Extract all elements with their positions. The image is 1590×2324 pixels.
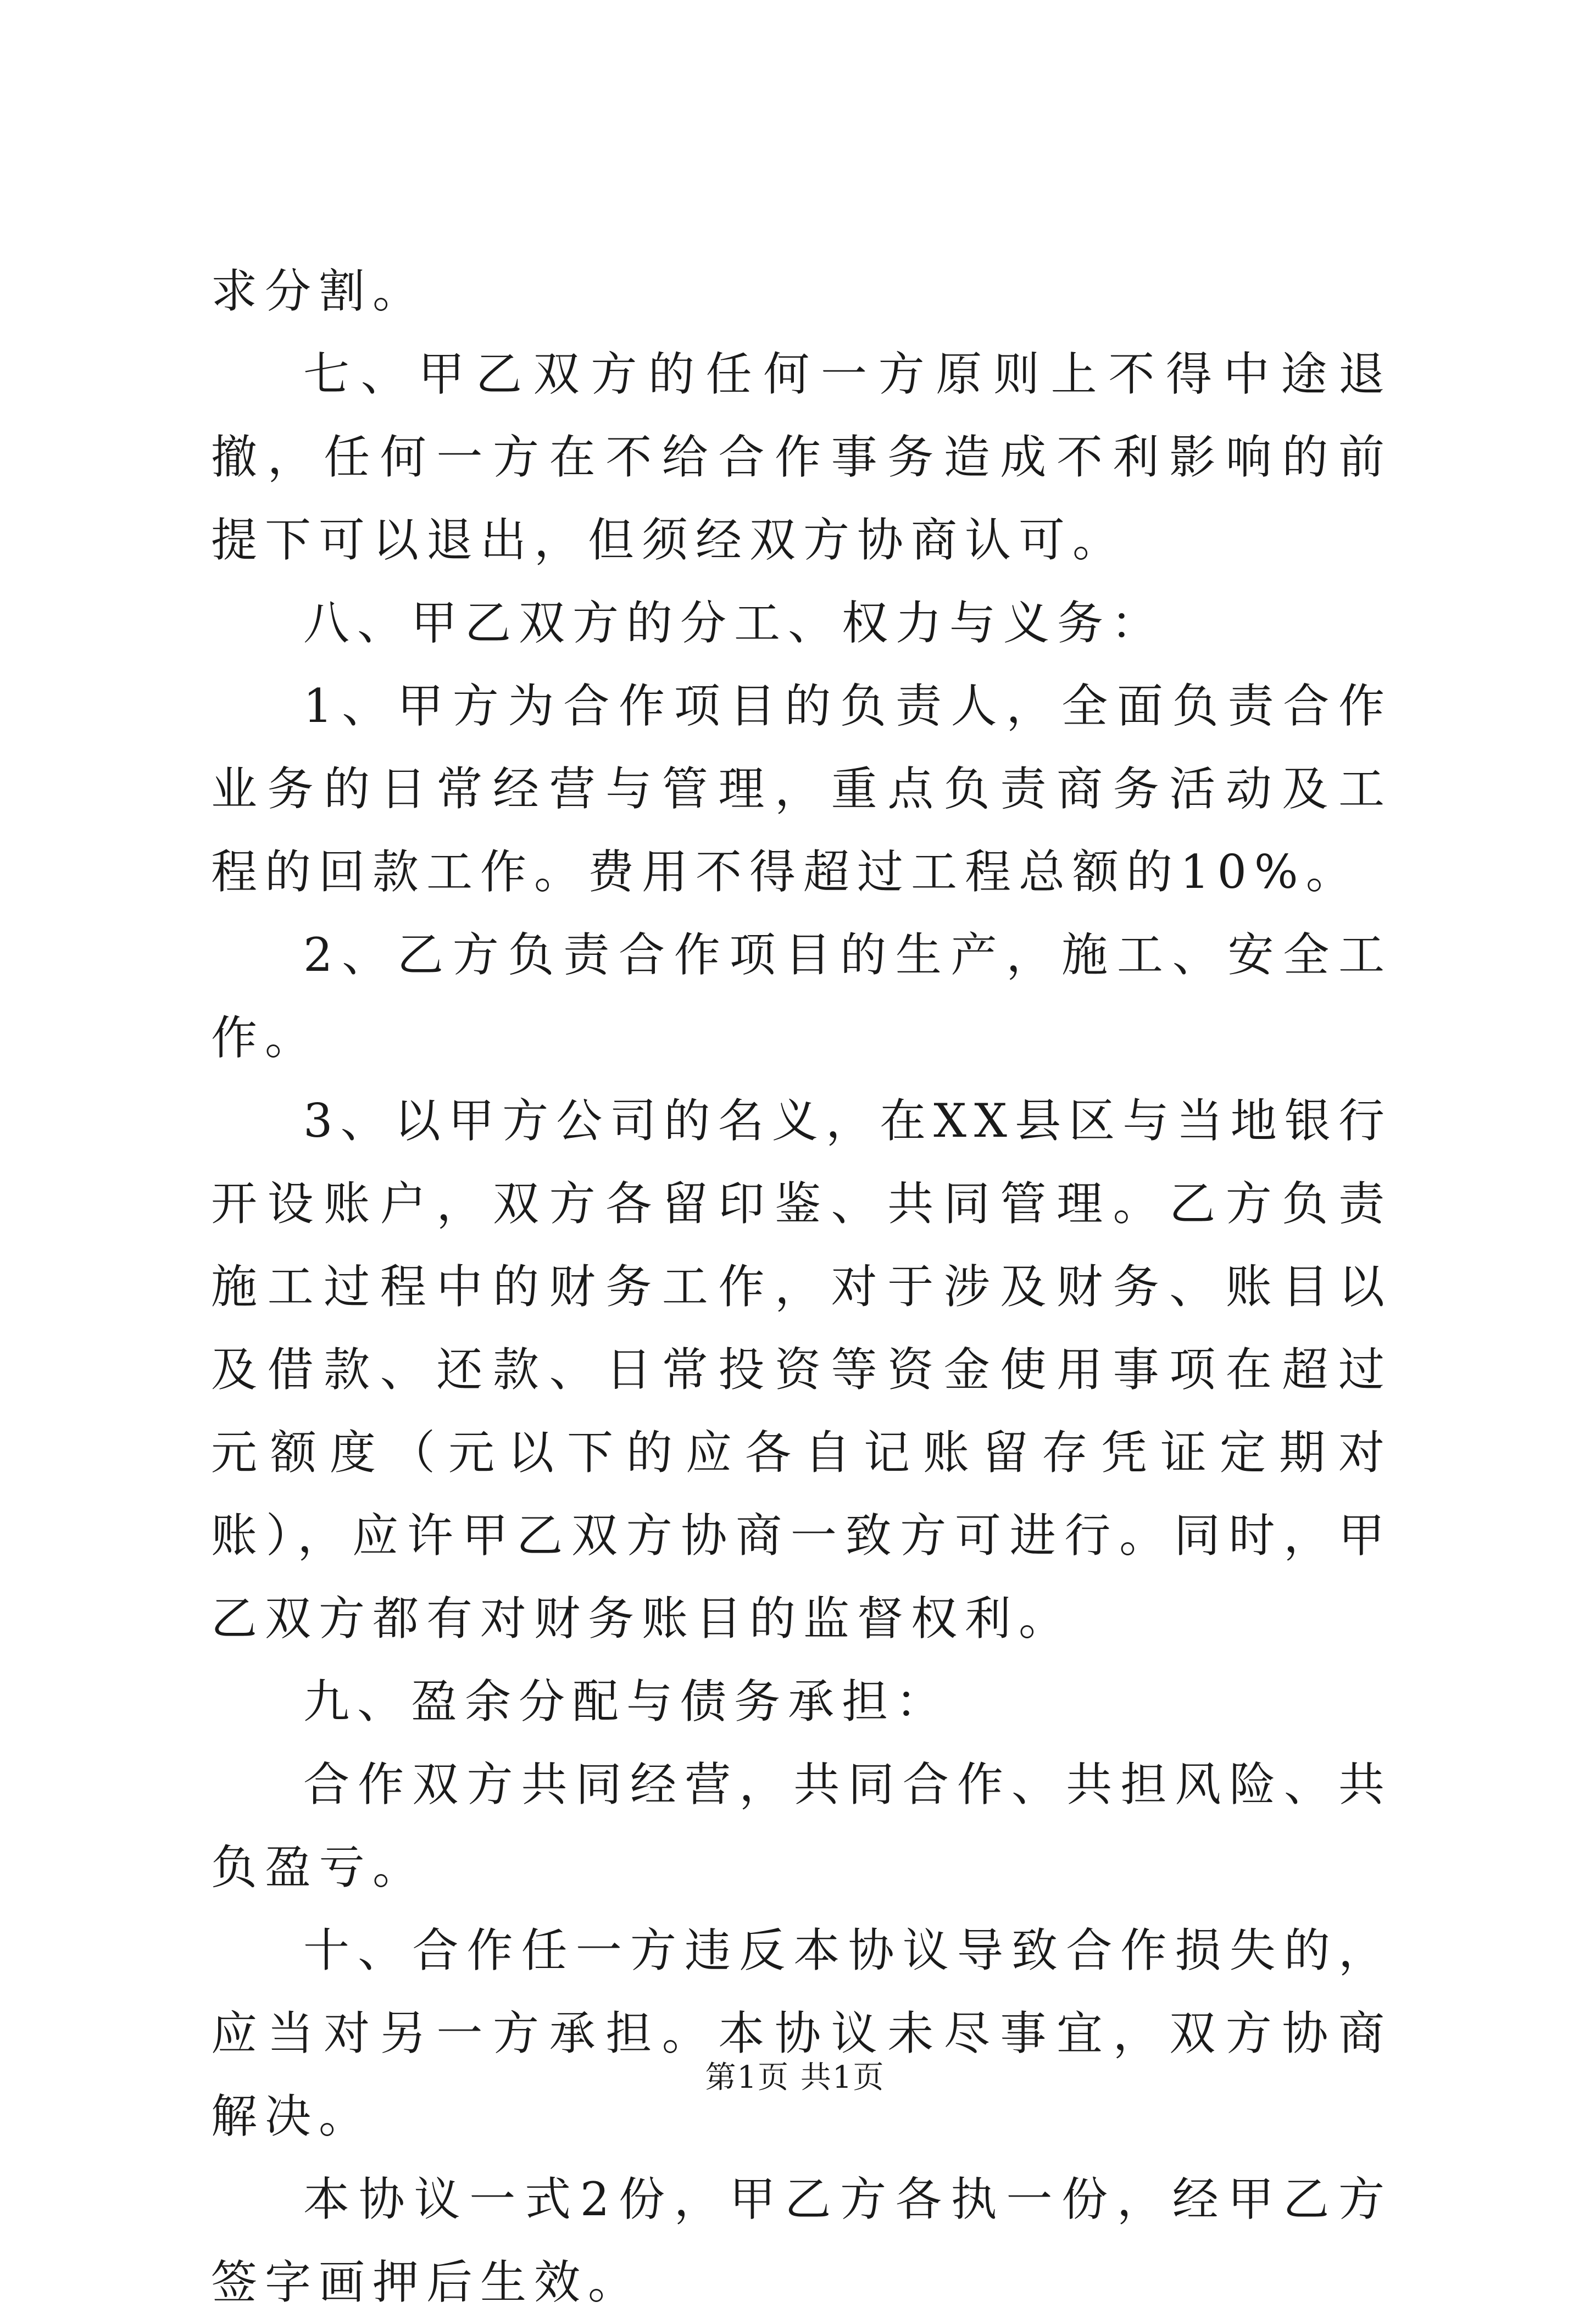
page-footer [0,2056,1590,2100]
paragraph-continuation: 求分割。 [211,264,427,318]
paragraph-clause-8-item-3: 3、以甲方公司的名义，在XX县区与当地银行开设账户，双方各留印鉴、共同管理。乙方负责施工过程中的财务工作，对于涉及财务、账目以及借款、还款、日常投资等资金使用事项在超过元额度（元以下的应各自记账留存凭证定期对账），应许甲乙双方协商一致方可进行。同时，甲乙双方都有对财务账目的监督权利。 [211,1094,1392,1645]
paragraph-clause-9-heading: 九、盈余分配与债务承担： [303,1675,950,1728]
paragraph-clause-8-item-1: 1、甲方为合作项目的负责人，全面负责合作业务的日常经营与管理，重点负责商务活动及工程的回款工作。费用不得超过工程总额的10%。 [211,679,1392,899]
paragraph-clause-8-item-2: 2、乙方负责合作项目的生产，施工、安全工作。 [211,928,1392,1065]
paragraph-closing: 本协议一式2份，甲乙方各执一份，经甲乙方签字画押后生效。 [211,2172,1392,2309]
page-number-label: 第1页 共1页 [705,2060,885,2095]
paragraph-clause-8-heading: 八、甲乙双方的分工、权力与义务： [303,596,1165,650]
paragraph-clause-9-body: 合作双方共同经营，共同合作、共担风险、共负盈亏。 [211,1758,1392,1894]
paragraph-clause-10: 十、合作任一方违反本协议导致合作损失的，应当对另一方承担。本协议未尽事宜，双方协商解决。 [211,1923,1392,2143]
document-body [211,250,1392,2324]
paragraph-clause-7: 七、甲乙双方的任何一方原则上不得中途退撤，任何一方在不给合作事务造成不利影响的前提下可以退出，但须经双方协商认可。 [211,347,1392,567]
